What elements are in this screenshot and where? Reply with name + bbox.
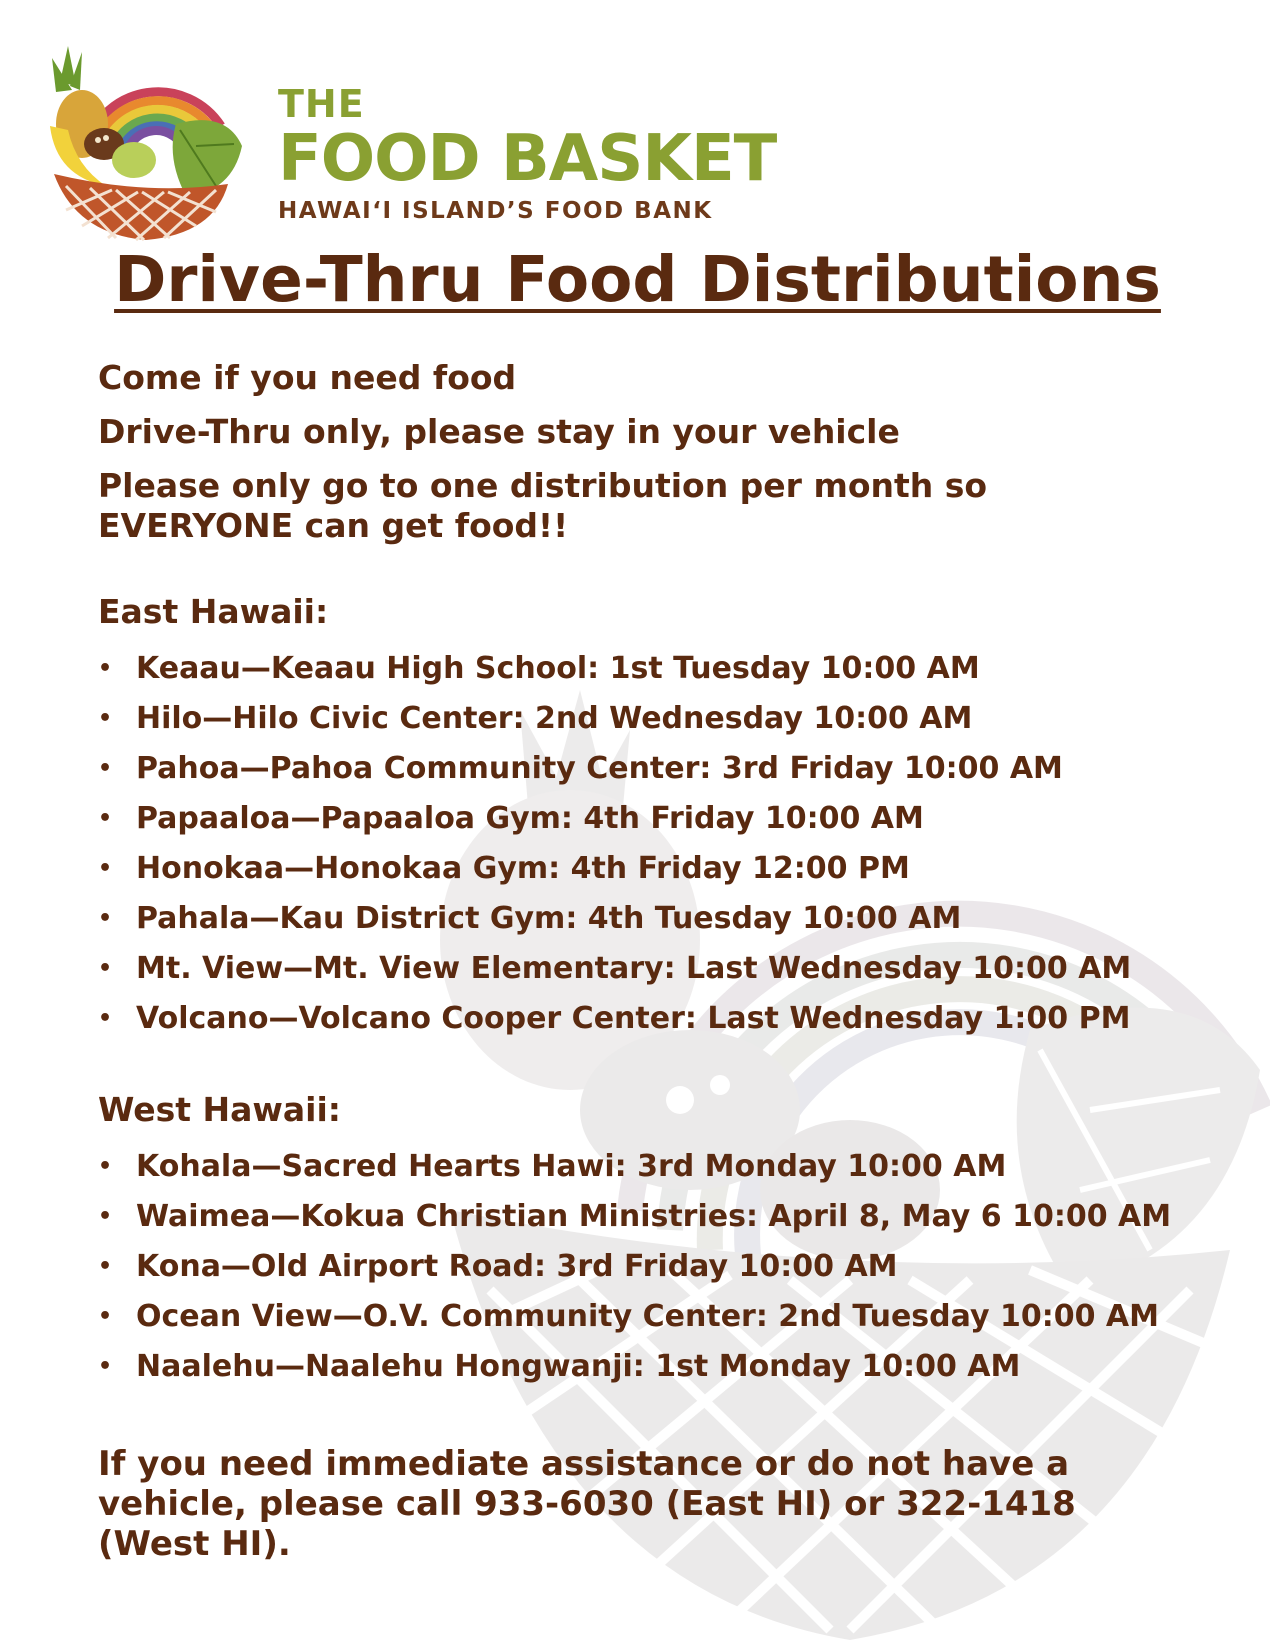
bullet-icon: •: [98, 1254, 113, 1279]
bullet-icon: •: [98, 856, 113, 881]
bullet-icon: •: [98, 1154, 113, 1179]
list-item: [98, 1192, 1188, 1242]
list-item-text: Mt. View—Mt. View Elementary: Last Wednesday 10:00 AM: [136, 951, 1132, 986]
list-item: [98, 894, 1188, 944]
intro-line: Please only go to one distribution per month so EVERYONE can get food!!: [98, 466, 988, 545]
list-item-text: Waimea—Kokua Christian Ministries: April 8, May 6 10:00 AM: [136, 1199, 1172, 1234]
list-item-text: Pahala—Kau District Gym: 4th Tuesday 10:00 AM: [136, 901, 962, 936]
list-item-text: Pahoa—Pahoa Community Center: 3rd Friday 10:00 AM: [136, 751, 1063, 786]
list-item-text: Kohala—Sacred Hearts Hawi: 3rd Monday 10:00 AM: [136, 1149, 1007, 1184]
list-item: [98, 1292, 1188, 1342]
list-item: [98, 694, 1188, 744]
list-item-text: Volcano—Volcano Cooper Center: Last Wednesday 1:00 PM: [136, 1001, 1131, 1036]
bullet-icon: •: [98, 706, 113, 731]
intro-line: Come if you need food: [98, 358, 517, 397]
location-list: [98, 644, 1188, 1044]
list-item: [98, 944, 1188, 994]
location-list: [98, 1142, 1188, 1392]
list-item: [98, 1142, 1188, 1192]
section-heading: East Hawaii:: [98, 592, 329, 631]
page-title: [0, 242, 1275, 318]
list-item-text: Ocean View—O.V. Community Center: 2nd Tuesday 10:00 AM: [136, 1299, 1159, 1334]
intro: [98, 358, 1188, 546]
bullet-icon: •: [98, 806, 113, 831]
logo-the: THE: [278, 82, 365, 126]
bullet-icon: •: [98, 1354, 113, 1379]
food-basket-logo-icon: [46, 46, 246, 242]
list-item: [98, 744, 1188, 794]
page-title-text: Drive-Thru Food Distributions: [114, 243, 1161, 316]
list-item: [98, 644, 1188, 694]
bullet-icon: •: [98, 906, 113, 931]
brand-logo: [278, 84, 776, 224]
bullet-icon: •: [98, 956, 113, 981]
list-item-text: Kona—Old Airport Road: 3rd Friday 10:00 AM: [136, 1249, 898, 1284]
list-item-text: Papaaloa—Papaaloa Gym: 4th Friday 10:00 AM: [136, 801, 924, 836]
list-item-text: Naalehu—Naalehu Hongwanji: 1st Monday 10:00 AM: [136, 1349, 1021, 1384]
intro-line: Drive-Thru only, please stay in your vehicle: [98, 412, 900, 451]
bullet-icon: •: [98, 656, 113, 681]
east-hawaii-section: [98, 592, 1188, 1044]
list-item: [98, 1242, 1188, 1292]
bullet-icon: •: [98, 756, 113, 781]
list-item: [98, 844, 1188, 894]
list-item: [98, 994, 1188, 1044]
list-item: [98, 794, 1188, 844]
content: [98, 358, 1188, 1598]
logo-tagline: HAWAI‘I ISLAND’S FOOD BANK: [278, 198, 713, 224]
list-item-text: Hilo—Hilo Civic Center: 2nd Wednesday 10:00 AM: [136, 701, 973, 736]
contact-footer: If you need immediate assistance or do not have a vehicle, please call 933-6030 (East HI) or 322-1418 (West HI).: [98, 1444, 1076, 1564]
list-item: [98, 1342, 1188, 1392]
bullet-icon: •: [98, 1304, 113, 1329]
list-item-text: Keaau—Keaau High School: 1st Tuesday 10:00 AM: [136, 651, 980, 686]
list-item-text: Honokaa—Honokaa Gym: 4th Friday 12:00 PM: [136, 851, 910, 886]
bullet-icon: •: [98, 1204, 113, 1229]
west-hawaii-section: [98, 1090, 1188, 1392]
logo-name: FOOD BASKET: [278, 122, 777, 196]
section-heading: West Hawaii:: [98, 1090, 341, 1129]
bullet-icon: •: [98, 1006, 113, 1031]
